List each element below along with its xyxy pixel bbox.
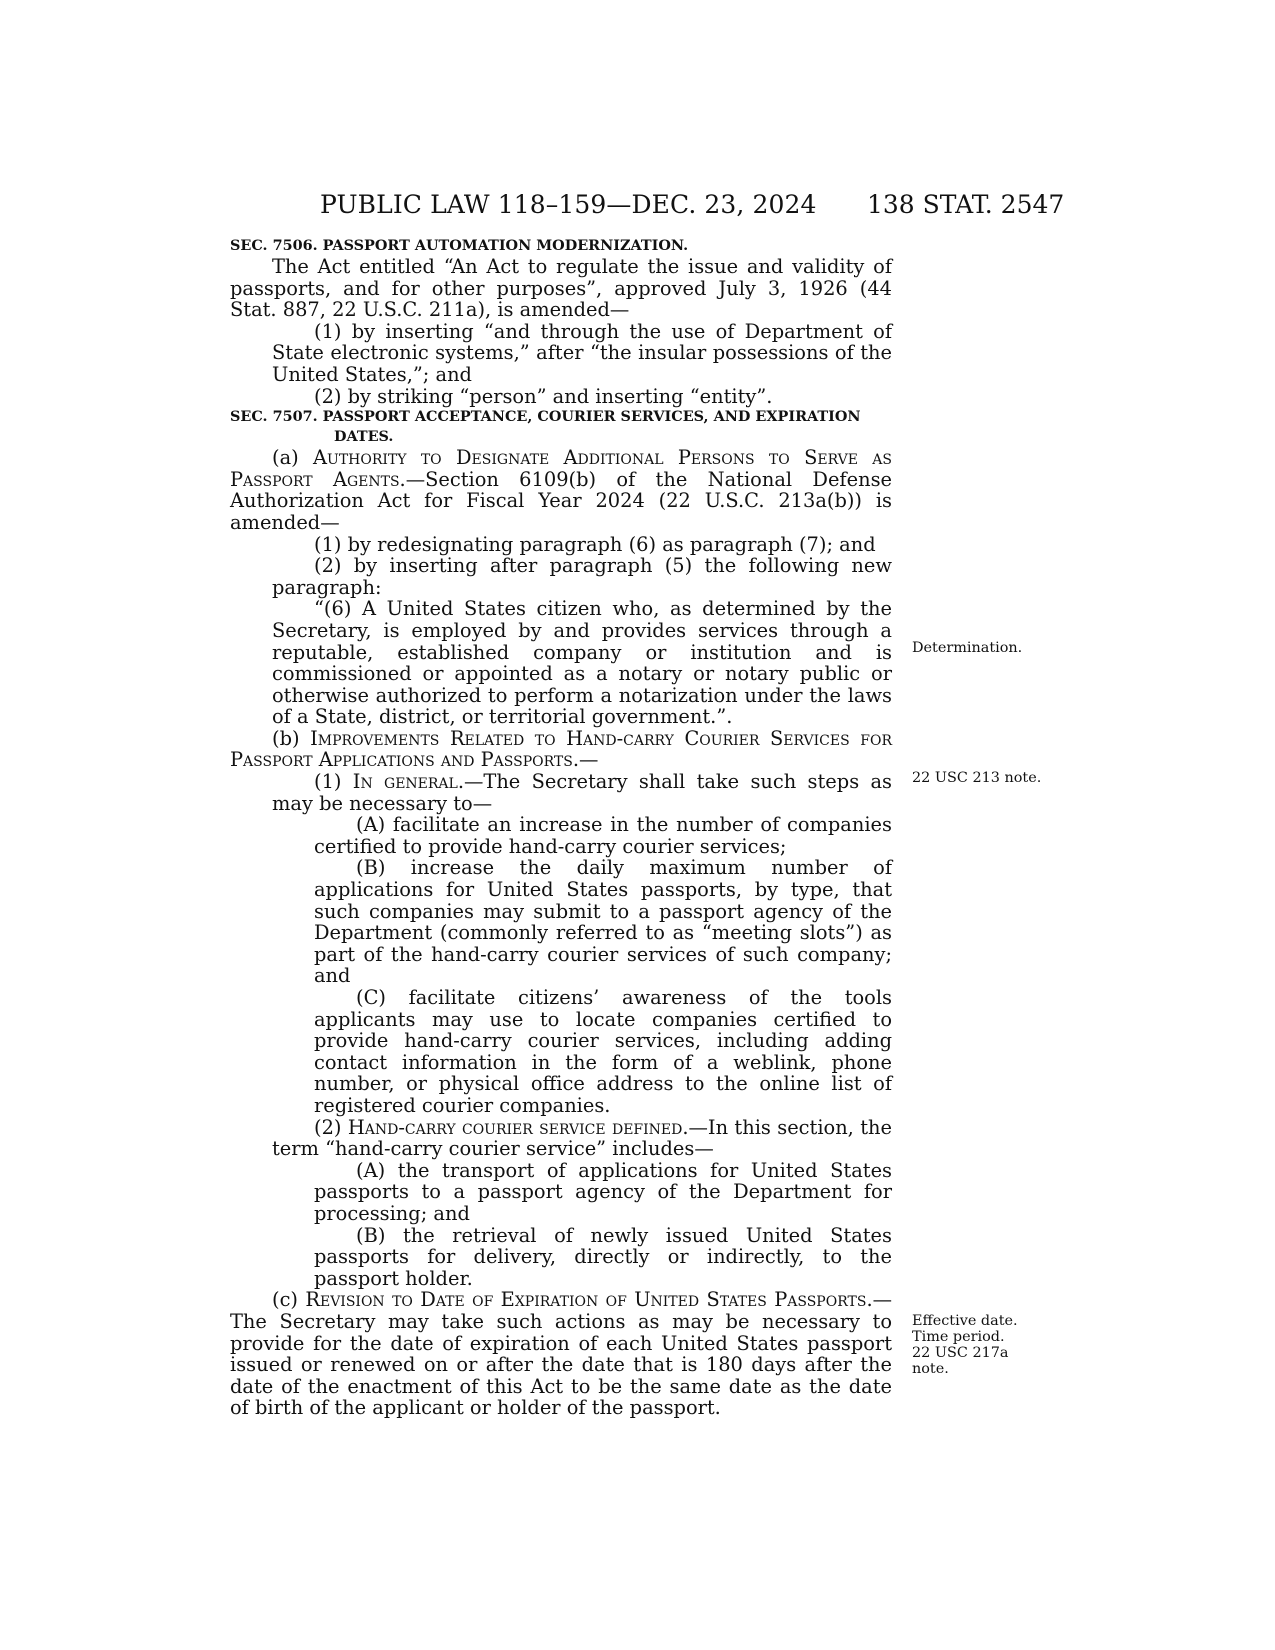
- subsection-a: [230, 447, 892, 533]
- running-header-title: PUBLIC LAW 118–159—DEC. 23, 2024: [320, 190, 817, 219]
- running-header-page-ref: 138 STAT. 2547: [867, 190, 1065, 219]
- subsection-a-text: .—Section 6109(b) of the National Defense Authorization Act for Fiscal Year 2024 (22 U.S.C. 213a(b)) is amended—: [230, 467, 892, 534]
- subsection-b-paragraph-1-text: .—The Secretary shall take such steps as may be necessary to—: [272, 770, 892, 815]
- subsection-b-paragraph-2: [230, 1117, 892, 1160]
- subsection-b-paragraph-2-label: (2): [314, 1115, 348, 1139]
- margin-note-22-usc-213: 22 USC 213 note.: [912, 770, 1042, 786]
- margin-note-effective-date-line-2: Time period.: [912, 1329, 1005, 1345]
- section-7506-item-2: (2) by striking “person” and inserting “entity”.: [314, 384, 773, 408]
- subsection-b-paragraph-1-B: (B) increase the daily maximum number of applications for United States passports, by type, that such companies may submit to a passport agency of the Department (commonly referred to as “meeting slots”) as part of the hand-carry courier services of such company; and: [314, 856, 892, 988]
- subsection-b-paragraph-2-B: (B) the retrieval of newly issued United States passports for delivery, directly or indirectly, to the passport holder.: [314, 1223, 892, 1290]
- subsection-a-label: (a): [272, 446, 314, 470]
- subsection-c-caption: Revision to Date of Expiration of United States Passports: [305, 1288, 867, 1312]
- subsection-b-paragraph-2-A: (A) the transport of applications for United States passports to a passport agency of the Department for processing; and: [314, 1158, 892, 1225]
- subsection-c: [230, 1289, 892, 1419]
- subsection-b: [230, 728, 892, 771]
- subsection-b-paragraph-2-caption: Hand-carry courier service defined: [347, 1115, 683, 1139]
- subsection-b-dash: .—: [572, 748, 599, 772]
- subsection-c-text: .—The Secretary may take such actions as may be necessary to provide for the date of expiration of each United States passport issued or renewed on or after the date that is 180 days after the date of the enactment of this Act to be the same date as the date of birth of the applicant or holder of the passport.: [230, 1288, 892, 1420]
- subsection-b-paragraph-1-C: (C) facilitate citizens’ awareness of the tools applicants may use to locate companies certified to provide hand-carry courier services, including adding contact information in the form of a weblink, phone number, or physical office address to the online list of registered courier companies.: [314, 986, 892, 1117]
- margin-note-effective-date-line-3: 22 USC 217a: [912, 1345, 1009, 1361]
- margin-note-effective-date: [912, 1313, 1018, 1377]
- subsection-b-paragraph-1-caption: In general: [352, 770, 458, 794]
- subsection-b-paragraph-2-text: .—In this section, the term “hand-carry courier service” includes—: [272, 1115, 892, 1161]
- section-7506-intro: The Act entitled “An Act to regulate the issue and validity of passports, and for other purposes”, approved July 3, 1926 (44 Stat. 887, 22 U.S.C. 211a), is amended—: [230, 255, 892, 322]
- subsection-a-quoted-paragraph: “(6) A United States citizen who, as determined by the Secretary, is employed by and provides services through a reputable, established company or institution and is commissioned or appointed as a notary or notary public or otherwise authorized to perform a notarization under the laws of a State, district, or territorial government.”.: [272, 597, 892, 729]
- subsection-a-item-1: (1) by redesignating paragraph (6) as paragraph (7); and: [314, 532, 876, 556]
- margin-note-effective-date-line-4: note.: [912, 1361, 949, 1377]
- section-7507-heading: SEC. 7507. PASSPORT ACCEPTANCE, COURIER SERVICES, AND EXPIRATION DATES.: [230, 408, 861, 446]
- subsection-b-label: (b): [272, 726, 311, 750]
- subsection-a-item-2: (2) by inserting after paragraph (5) the following new paragraph:: [272, 554, 892, 599]
- section-7506-heading: SEC. 7506. PASSPORT AUTOMATION MODERNIZATION.: [230, 237, 689, 254]
- subsection-b-paragraph-1: [230, 771, 892, 814]
- margin-note-determination: Determination.: [912, 640, 1023, 656]
- subsection-b-paragraph-1-A: (A) facilitate an increase in the number of companies certified to provide hand-carry courier services;: [314, 813, 892, 858]
- subsection-b-paragraph-1-label: (1): [314, 770, 353, 794]
- subsection-a-caption: Authority to Designate Additional Persons to Serve as Passport Agents: [230, 446, 892, 491]
- document-body: [230, 236, 892, 1419]
- section-7506-item-1: (1) by inserting “and through the use of Department of State electronic systems,” after “the insular possessions of the United States,”; and: [272, 319, 892, 386]
- subsection-b-caption: Improvements Related to Hand-carry Courier Services for Passport Applications and Passports: [230, 726, 892, 772]
- subsection-c-label: (c): [272, 1288, 306, 1312]
- margin-note-effective-date-line-1: Effective date.: [912, 1313, 1018, 1329]
